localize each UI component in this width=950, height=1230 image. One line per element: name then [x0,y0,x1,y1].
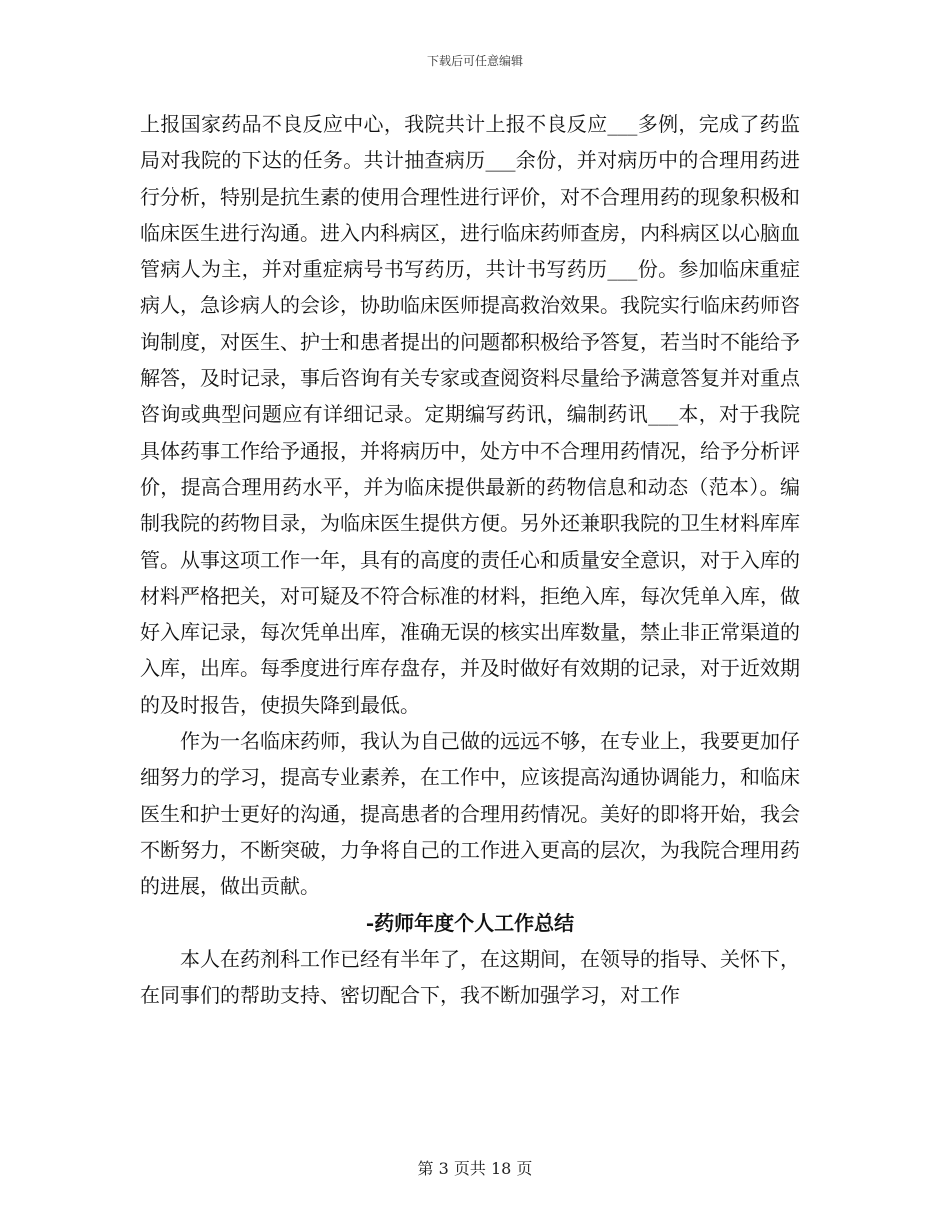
paragraph-reflection: 作为一名临床药师，我认为自己做的远远不够，在专业上，我要更加仔细努力的学习，提高专业素养，在工作中，应该提高沟通协调能力，和临床医生和护士更好的沟通，提高患者的合理用药情况。美好的即将开始，我会不断努力，不断突破，力争将自己的工作进入更高的层次，为我院合理用药的进展，做出贡献。 [140,729,800,899]
paragraph-intro: 本人在药剂科工作已经有半年了，在这期间，在领导的指导、关怀下，在同事们的帮助支持、密切配合下，我不断加强学习，对工作 [140,946,800,1008]
section-title: -药师年度个人工作总结 [365,910,575,935]
page-footer: 第 3 页共 18 页 [417,1159,533,1178]
document-body [140,106,800,1013]
paragraph-continuation: 上报国家药品不良反应中心，我院共计上报不良反应___多例，完成了药监局对我院的下达的任务。共计抽查病历___余份，并对病历中的合理用药进行分析，特别是抗生素的使用合理性进行评价，对不合理用药的现象积极和临床医生进行沟通。进入内科病区，进行临床药师查房，内科病区以心脑血管病人为主，并对重症病号书写药历，共计书写药历___份。参加临床重症病人，急诊病人的会诊，协助临床医师提高救治效果。我院实行临床药师咨询制度，对医生、护士和患者提出的问题都积极给予答复，若当时不能给予解答，及时记录，事后咨询有关专家或查阅资料尽量给予满意答复并对重点咨询或典型问题应有详细记录。定期编写药讯，编制药讯___本，对于我院具体药事工作给予通报，并将病历中，处方中不合理用药情况，给予分析评价，提高合理用药水平，并为临床提供最新的药物信息和动态（范本）。编制我院的药物目录，为临床医生提供方便。另外还兼职我院的卫生材料库库管。从事这项工作一年，具有的高度的责任心和质量安全意识，对于入库的材料严格把关，对可疑及不符合标准的材料，拒绝入库，每次凭单入库，做好入库记录，每次凭单出库，准确无误的核实出库数量，禁止非正常渠道的入库，出库。每季度进行库存盘存，并及时做好有效期的记录，对于近效期的及时报告，使损失降到最低。 [140,112,800,717]
page-header: 下载后可任意编辑 [426,54,523,68]
